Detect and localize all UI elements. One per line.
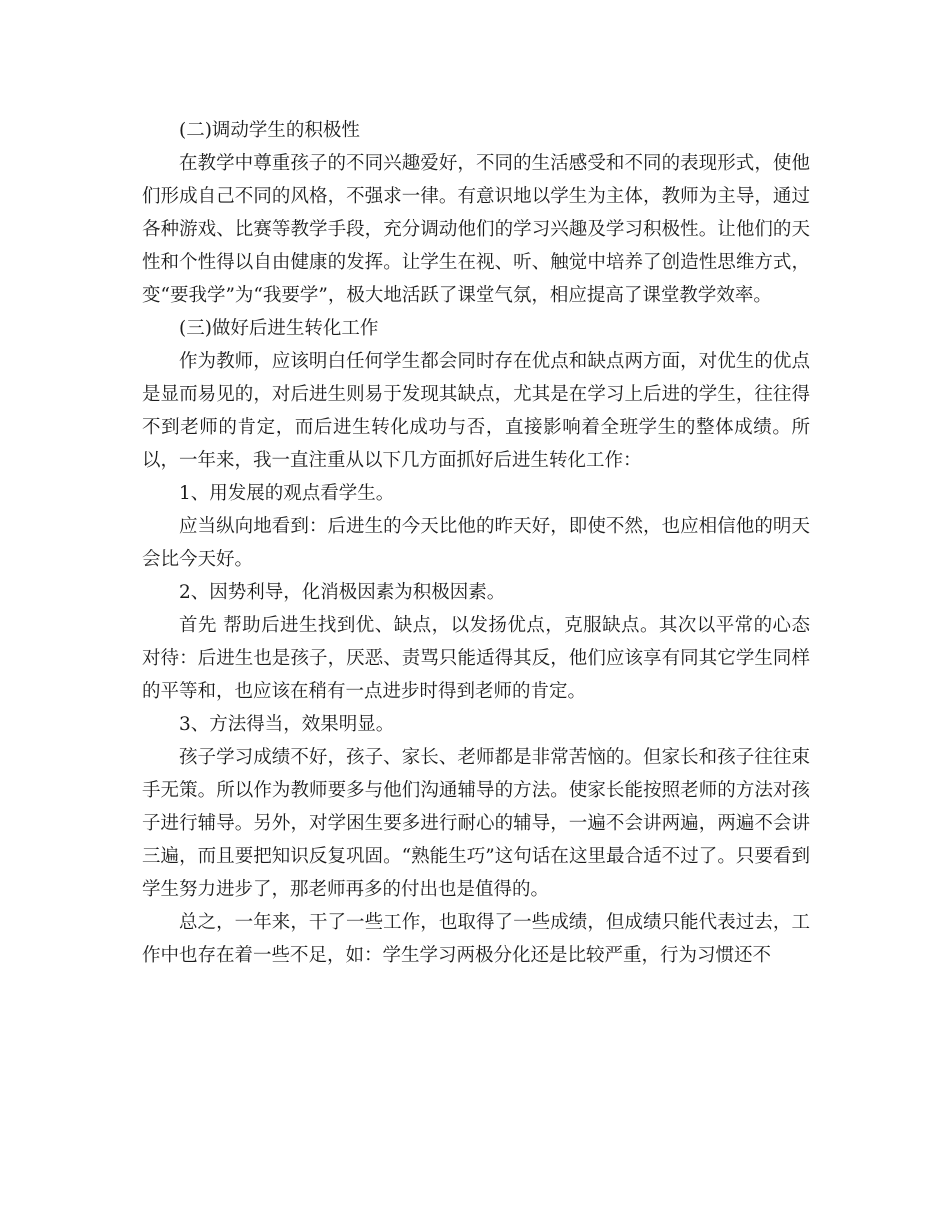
point-heading-3: 3、方法得当，效果明显。 — [179, 714, 395, 735]
paragraph-point-3: 孩子学习成绩不好，孩子、家长、老师都是非常苦恼的。但家长和孩子往往束手无策。所以作为教师要多与他们沟通辅导的方法。使家长能按照老师的方法对孩子进行辅导。另外，对学困生要多进行耐心的辅导，一遍不会讲两遍，两遍不会讲三遍，而且要把知识反复巩固。“熟能生巧”这句话在这里最合适不过了。只要看到学生努力进步了，那老师再多的付出也是值得的。 — [142, 747, 810, 900]
document-body — [142, 114, 810, 972]
paragraph-mobilize: 在教学中尊重孩子的不同兴趣爱好，不同的生活感受和不同的表现形式，使他们形成自己不同的风格，不强求一律。有意识地以学生为主体，教师为主导，通过各种游戏、比赛等教学手段，充分调动他们的学习兴趣及学习积极性。让他们的天性和个性得以自由健康的发挥。让学生在视、听、触觉中培养了创造性思维方式，变“要我学”为“我要学”，极大地活跃了课堂气氛，相应提高了课堂教学效率。 — [142, 153, 810, 306]
paragraph-summary: 总之，一年来，干了一些工作，也取得了一些成绩，但成绩只能代表过去，工作中也存在着一些不足，如：学生学习两极分化还是比较严重，行为习惯还不 — [142, 912, 810, 966]
point-heading-2: 2、因势利导，化消极因素为积极因素。 — [179, 582, 506, 603]
paragraph-point-1: 应当纵向地看到：后进生的今天比他的昨天好，即使不然，也应相信他的明天会比今天好。 — [142, 516, 810, 570]
section-heading-underachievers: (三)做好后进生转化工作 — [179, 318, 379, 339]
section-heading-mobilize: (二)调动学生的积极性 — [179, 120, 360, 141]
paragraph-point-2: 首先 帮助后进生找到优、缺点，以发扬优点，克服缺点。其次以平常的心态对待：后进生也是孩子，厌恶、责骂只能适得其反，他们应该享有同其它学生同样的平等和，也应该在稍有一点进步时得到老师的肯定。 — [142, 615, 810, 702]
point-heading-1: 1、用发展的观点看学生。 — [179, 483, 395, 504]
paragraph-underachievers: 作为教师，应该明白任何学生都会同时存在优点和缺点两方面，对优生的优点是显而易见的，对后进生则易于发现其缺点，尤其是在学习上后进的学生，往往得不到老师的肯定，而后进生转化成功与否，直接影响着全班学生的整体成绩。所以，一年来，我一直注重从以下几方面抓好后进生转化工作： — [142, 351, 810, 471]
